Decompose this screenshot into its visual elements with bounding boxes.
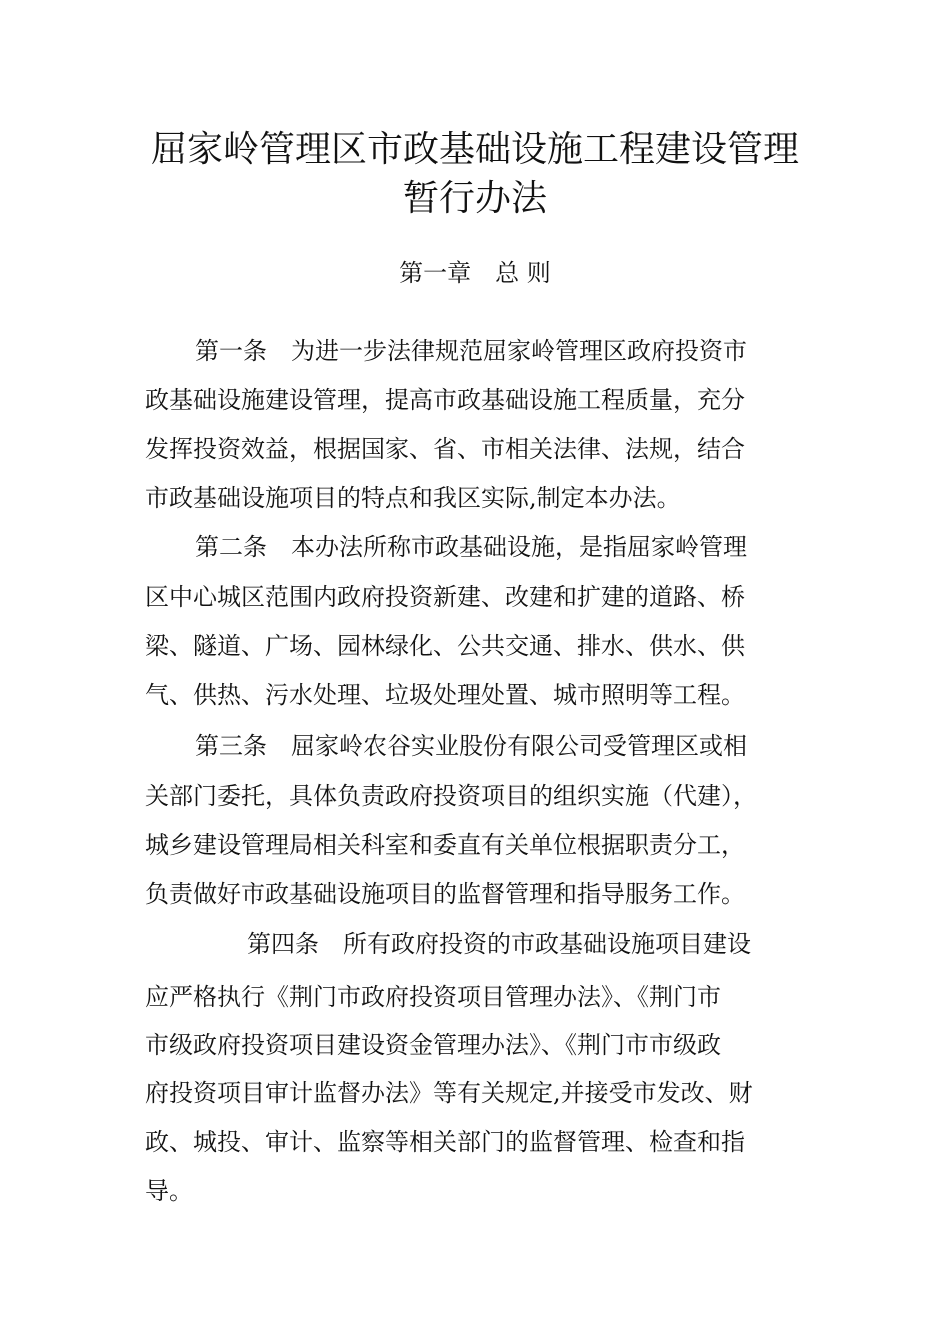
article-4-line-4: 府投资项目审计监督办法》等有关规定,并接受市发改、财 — [145, 1079, 753, 1107]
article-4-line-5: 政、城投、审计、监察等相关部门的监督管理、检查和指 — [145, 1128, 745, 1156]
article-1-line-3: 发挥投资效益，根据国家、省、市相关法律、法规，结合 — [145, 435, 745, 463]
article-3-line-3: 城乡建设管理局相关科室和委直有关单位根据职责分工， — [145, 831, 745, 859]
article-1-line-1: 第一条 为进一步法律规范屈家岭管理区政府投资市 — [195, 337, 747, 365]
article-4-line-6: 导。 — [145, 1177, 193, 1205]
article-4-line-1: 第四条 所有政府投资的市政基础设施项目建设 — [247, 930, 751, 958]
article-1-line-4: 市政基础设施项目的特点和我区实际,制定本办法。 — [145, 484, 681, 512]
article-3-line-2: 关部门委托，具体负责政府投资项目的组织实施（代建）， — [145, 782, 757, 810]
article-2-line-3: 梁、隧道、广场、园林绿化、公共交通、排水、供水、供 — [145, 632, 745, 660]
article-3-line-4: 负责做好市政基础设施项目的监督管理和指导服务工作。 — [145, 880, 745, 908]
document-title-line-1: 屈家岭管理区市政基础设施工程建设管理 — [150, 129, 799, 170]
article-2-line-2: 区中心城区范围内政府投资新建、改建和扩建的道路、桥 — [145, 583, 745, 611]
article-4-line-3: 市级政府投资项目建设资金管理办法》、《荆门市市级政 — [145, 1031, 721, 1059]
article-1-line-2: 政基础设施建设管理，提高市政基础设施工程质量，充分 — [145, 386, 745, 414]
document-title-line-2: 暂行办法 — [402, 178, 547, 219]
article-2-line-1: 第二条 本办法所称市政基础设施，是指屈家岭管理 — [195, 533, 747, 561]
chapter-heading: 第一章 总 则 — [399, 259, 551, 287]
article-3-line-1: 第三条 屈家岭农谷实业股份有限公司受管理区或相 — [195, 732, 747, 760]
article-2-line-4: 气、供热、污水处理、垃圾处理处置、城市照明等工程。 — [145, 681, 745, 709]
article-4-line-2: 应严格执行《荆门市政府投资项目管理办法》、《荆门市 — [145, 983, 721, 1011]
